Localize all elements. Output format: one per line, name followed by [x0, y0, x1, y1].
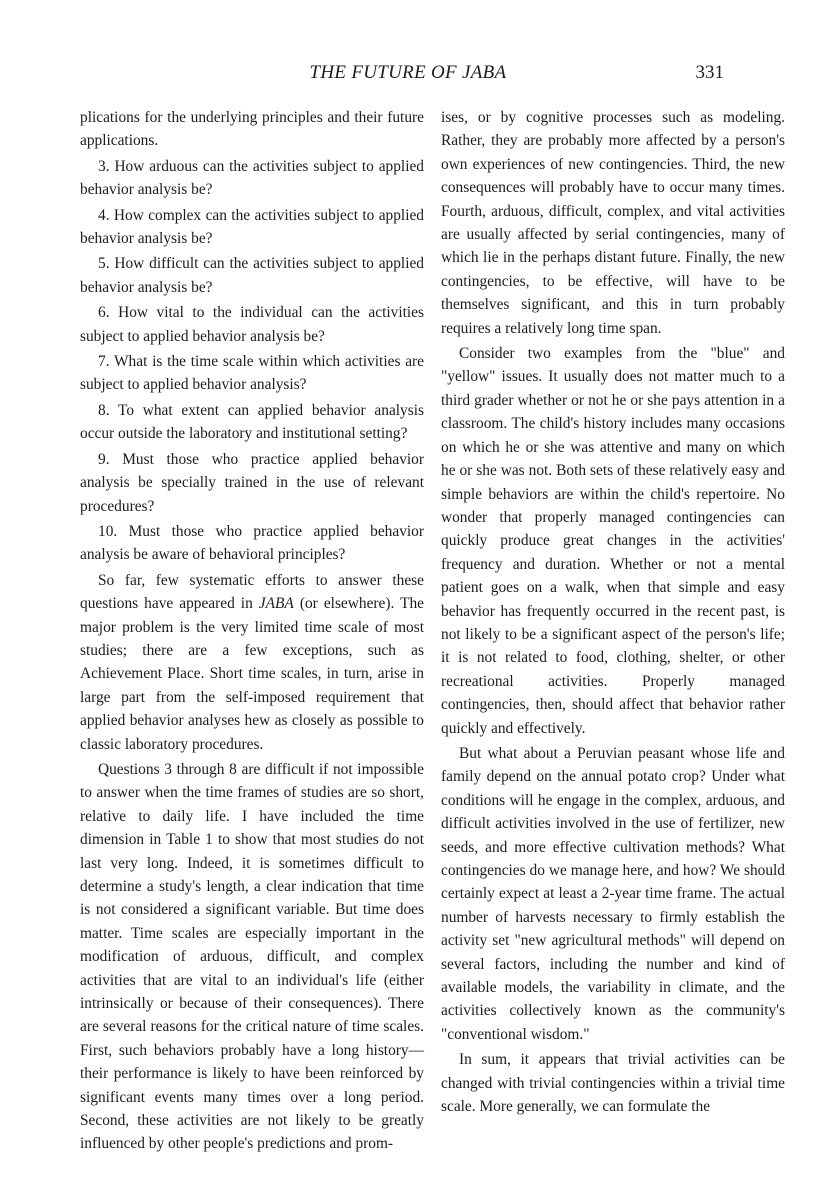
running-title: THE FUTURE OF JABA [309, 62, 507, 83]
paragraph: ises, or by cognitive processes such as modeling. Rather, they are probably more affected by a person's own experiences of new contingencies. Third, the new consequences will probably have to occur many times. Fourth, arduous, difficult, complex, and vital activities are usually affected by serial contingencies, many of which lie in the perhaps distant future. Finally, the new contingencies, to be effective, will have to be themselves significant, and this in turn probably requires a relatively long time span. [441, 109, 785, 337]
running-head [0, 62, 816, 86]
question-10: 10. Must those who practice applied behavior analysis be aware of behavioral principles? [80, 522, 424, 564]
question-7: 7. What is the time scale within which activities are subject to applied behavior analysis? [80, 353, 424, 394]
paragraph: In sum, it appears that trivial activities can be changed with trivial contingencies within a trivial time scale. More generally, we can formulate the [441, 1051, 785, 1116]
text-run: (or elsewhere). The major problem is the very limited time scale of most studies; there are a few exceptions, such as Achievement Place. Short time scales, in turn, arise in large part from the self-imposed requirement that applied behavior analyses hew as closely as possible to classic laboratory procedures. [80, 595, 425, 753]
journal-name: JABA [258, 595, 294, 613]
question-8: 8. To what extent can applied behavior analysis occur outside the laboratory and institutional setting? [80, 401, 424, 443]
page-number: 331 [695, 62, 724, 83]
paragraph: But what about a Peruvian peasant whose life and family depend on the annual potato crop? Under what conditions will he engage in the complex, arduous, and difficult activities involved in the use of fertilizer, new seeds, and more effective cultivation methods? What contingencies do we manage here, and how? We should certainly expect at least a 2-year time frame. The actual number of harvests necessary to firmly establish the activity set "new agricultural methods" will depend on several factors, including the number and kind of available models, the variability in climate, and the activities collectively known as the community's "conventional wisdom." [441, 744, 785, 1043]
right-column [441, 106, 785, 1120]
question-9: 9. Must those who practice applied behavior analysis be specially trained in the use of relevant procedures? [80, 450, 424, 515]
paragraph: Consider two examples from the "blue" and "yellow" issues. It usually does not matter much to a third grader whether or not he or she pays attention in a classroom. The child's history includes many occasions on which he or she was attentive and many on which he or she was not. Both sets of these relatively easy and simple behaviors are within the child's repertoire. No wonder that properly managed contingencies can quickly produce great changes in the activities' frequency and duration. Whether or not a mental patient goes on a walk, when that simple and easy behavior has frequently occurred in the recent past, is not likely to be a significant aspect of the person's life; it is not related to food, clothing, shelter, or other recreational activities. Properly managed contingencies, then, should affect that behavior rather quickly and effectively. [441, 345, 785, 737]
left-column [80, 106, 424, 1158]
paragraph: Questions 3 through 8 are difficult if not impossible to answer when the time frames of studies are so short, relative to daily life. I have included the time dimension in Table 1 to show that most studies do not last very long. Indeed, it is sometimes difficult to determine a study's length, a clear indication that time is not considered a significant variable. But time does matter. Time scales are especially important in the modification of arduous, difficult, and complex activities that are vital to an individual's life (either intrinsically or because of their consequences). There are several reasons for the critical nature of time scales. First, such behaviors probably have a long history—their performance is likely to have been reinforced by significant events many times over a long period. Second, these activities are not likely to be greatly influenced by other people's predictions and prom- [80, 760, 424, 1153]
paragraph: plications for the underlying principles and their future applications. [80, 109, 424, 150]
question-4: 4. How complex can the activities subject to applied behavior analysis be? [80, 206, 424, 248]
paragraph [80, 569, 424, 756]
text-run: So far, few systematic efforts to answer these questions have appeared in [80, 571, 424, 613]
question-3: 3. How arduous can the activities subject to applied behavior analysis be? [80, 157, 424, 199]
question-6: 6. How vital to the individual can the activities subject to applied behavior analysis be? [80, 304, 424, 345]
question-5: 5. How difficult can the activities subject to applied behavior analysis be? [80, 255, 424, 296]
